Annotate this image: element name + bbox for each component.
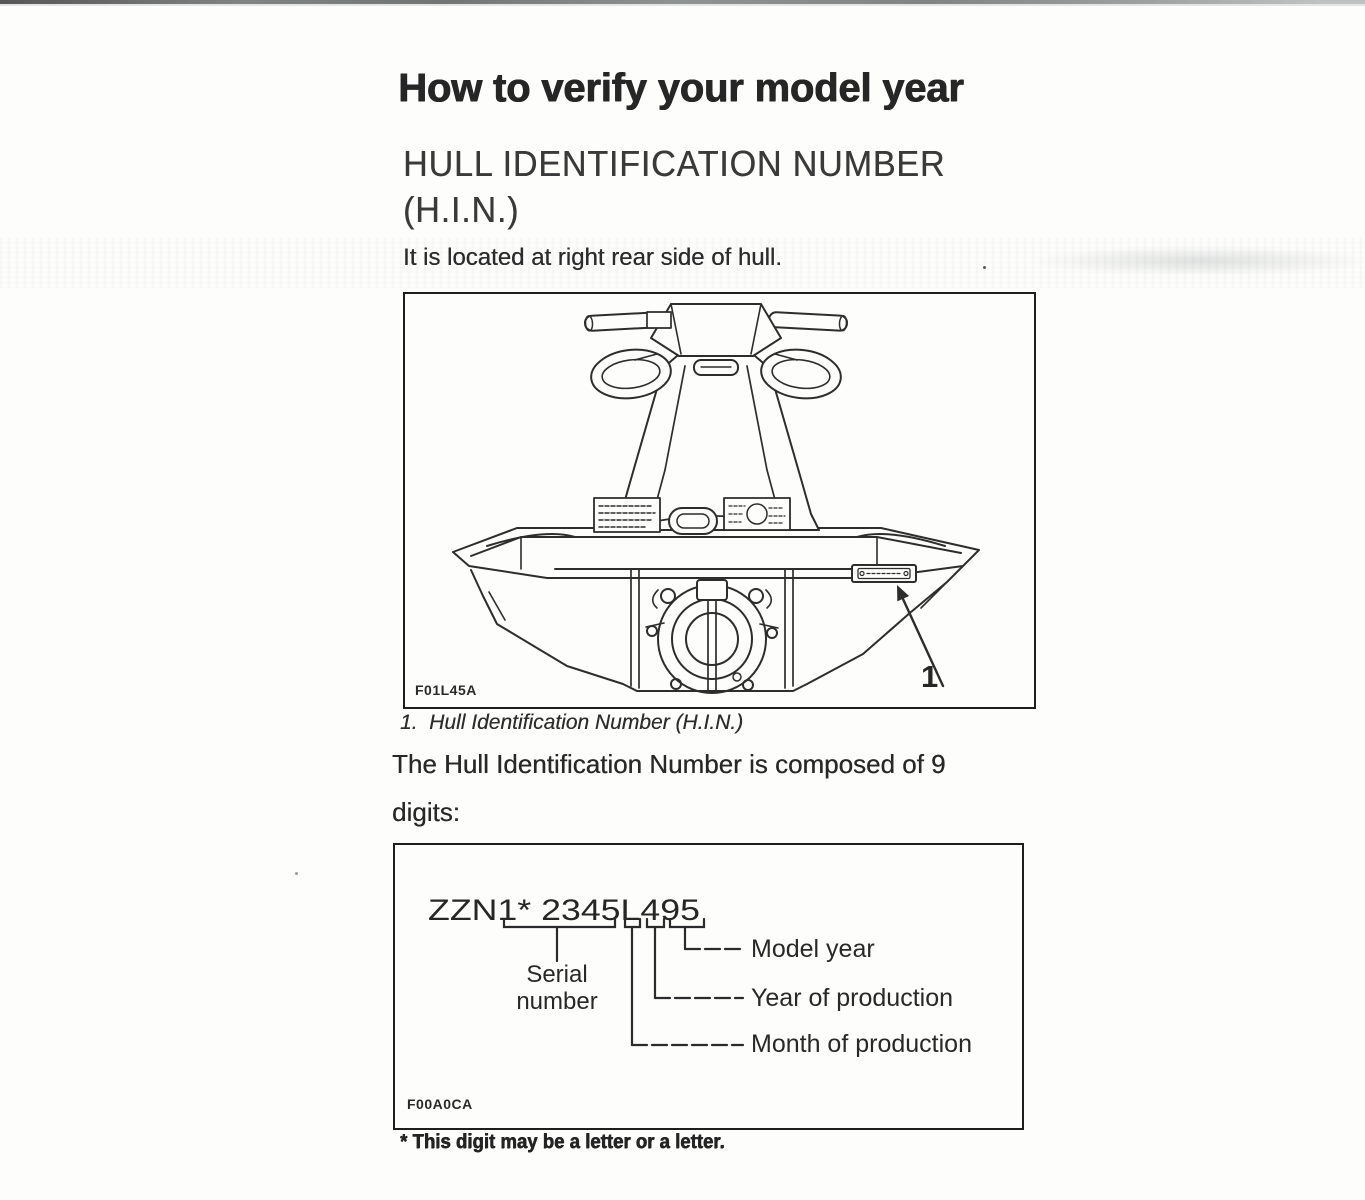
figure2-code: F00A0CA <box>407 1096 473 1112</box>
hin-example-text: ZZN1* 2345L495 <box>428 894 700 927</box>
serial-number-label-line2: number <box>516 988 598 1015</box>
month-of-production-label: Month of production <box>751 1030 972 1058</box>
section-heading <box>403 141 945 233</box>
vent <box>669 508 717 534</box>
year-of-production-label: Year of production <box>751 984 954 1012</box>
scan-artifact-top-line-2 <box>0 4 1365 6</box>
callout-number: 1 <box>921 659 939 694</box>
intro-text: It is located at right rear side of hull. <box>403 244 782 271</box>
scan-speck <box>295 872 298 875</box>
hin-breakdown-diagram <box>395 845 1022 1128</box>
figure1-code: F01L45A <box>415 682 477 698</box>
body-text-line2: digits: <box>392 797 460 827</box>
figure-hin-breakdown <box>393 843 1024 1130</box>
figure1-caption: 1. Hull Identification Number (H.I.N.) <box>400 711 744 734</box>
serial-number-label-line1: Serial <box>526 961 588 988</box>
figure-watercraft-rear-view <box>403 292 1036 709</box>
hin-plate <box>852 565 916 582</box>
body-text-line1: The Hull Identification Number is composed of 9 <box>392 749 946 779</box>
page-title: How to verify your model year <box>398 66 964 110</box>
scan-speck <box>983 266 986 269</box>
section-heading-line1: HULL IDENTIFICATION NUMBER <box>403 143 946 184</box>
scan-smudge <box>1030 246 1365 276</box>
section-heading-line2: (H.I.N.) <box>403 189 520 230</box>
footnote-text: * This digit may be a letter or a letter. <box>400 1131 725 1153</box>
model-year-label: Model year <box>751 935 875 963</box>
jet-pump <box>646 580 778 693</box>
watercraft-rear-view-drawing <box>405 294 1034 707</box>
